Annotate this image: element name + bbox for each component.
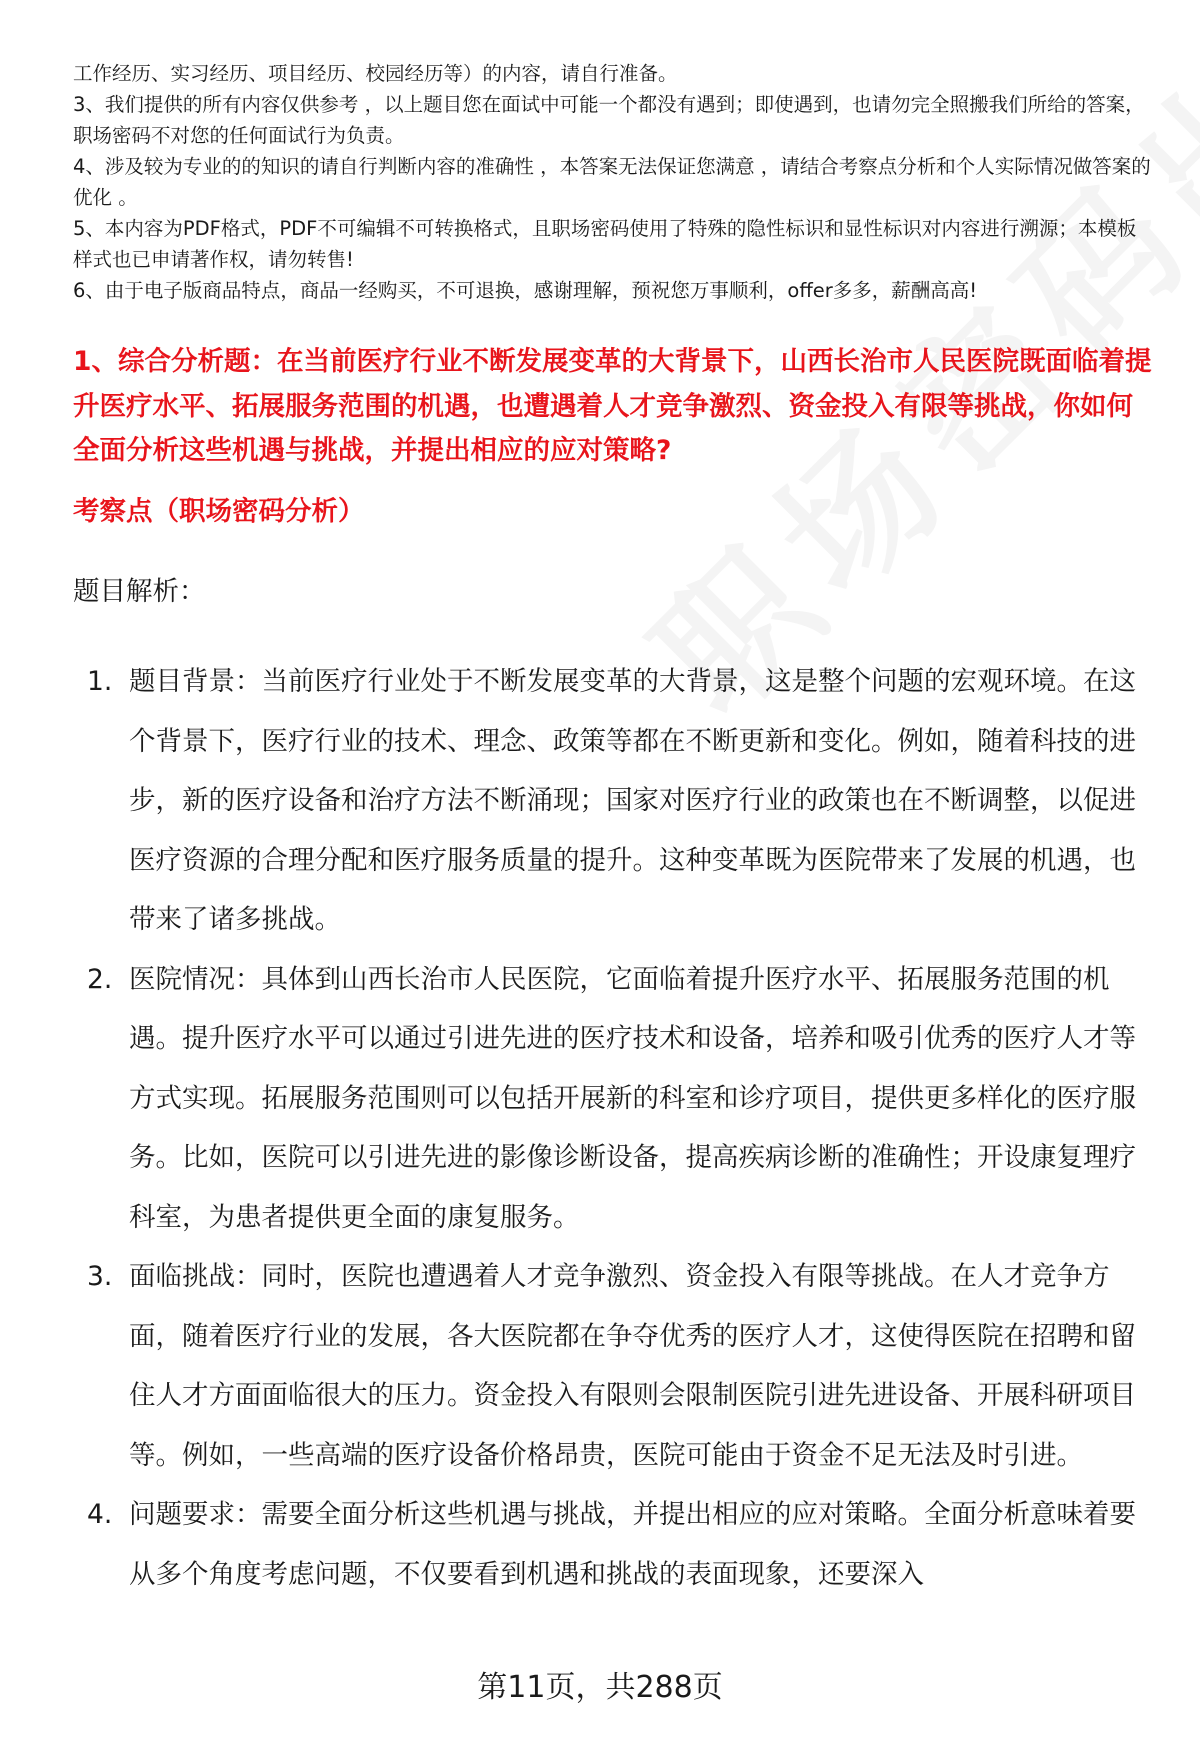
list-item: [73, 652, 1158, 950]
list-item-number: 2.: [87, 963, 113, 995]
analysis-list: [73, 652, 1158, 1604]
list-item: [73, 1247, 1158, 1485]
page-footer: 第11页，共288页: [477, 1670, 723, 1705]
list-item-number: 4.: [87, 1499, 113, 1530]
list-item-number: 3.: [87, 1261, 113, 1292]
question-heading: 1、综合分析题：在当前医疗行业不断发展变革的大背景下，山西长治市人民医院既面临着提升医疗水平、拓展服务范围的机遇，也遭遇着人才竞争激烈、资金投入有限等挑战，你如何全面分析这些机遇与挑战，并提出相应的应对策略?: [73, 346, 1152, 466]
list-item: [73, 1485, 1158, 1604]
list-item-text: 问题要求：需要全面分析这些机遇与挑战，并提出相应的应对策略。全面分析意味着要从多个角度考虑问题，不仅要看到机遇和挑战的表面现象，还要深入: [129, 1499, 1136, 1590]
note-line: 5、本内容为PDF格式，PDF不可编辑不可转换格式，且职场密码使用了特殊的隐性标识和显性标识对内容进行溯源；本模板样式也已申请著作权，请勿转售!: [73, 217, 1137, 271]
list-item-text: 题目背景：当前医疗行业处于不断发展变革的大背景，这是整个问题的宏观环境。在这个背景下，医疗行业的技术、理念、政策等都在不断更新和变化。例如，随着科技的进步，新的医疗设备和治疗方法不断涌现；国家对医疗行业的政策也在不断调整，以促进医疗资源的合理分配和医疗服务质量的提升。这种变革既为医院带来了发展的机遇，也带来了诸多挑战。: [129, 666, 1136, 935]
note-line: 4、涉及较为专业的的知识的请自行判断内容的准确性 ，本答案无法保证您满意 ，请结合考察点分析和个人实际情况做答案的优化 。: [73, 155, 1151, 209]
analysis-label: 题目解析：: [73, 576, 206, 607]
section-title: 考察点（职场密码分析）: [73, 496, 365, 527]
list-item: [73, 950, 1158, 1248]
notes-block: [73, 58, 1153, 306]
list-item-text: 面临挑战：同时，医院也遭遇着人才竞争激烈、资金投入有限等挑战。在人才竞争方面，随着医疗行业的发展，各大医院都在争夺优秀的医疗人才，这使得医院在招聘和留住人才方面面临很大的压力。资金投入有限则会限制医院引进先进设备、开展科研项目等。例如，一些高端的医疗设备价格昂贵，医院可能由于资金不足无法及时引进。: [129, 1261, 1136, 1471]
note-line: 6、由于电子版商品特点，商品一经购买，不可退换，感谢理解，预祝您万事顺利，offer多多，薪酬高高!: [73, 279, 978, 302]
list-item-number: 1.: [87, 666, 113, 697]
note-line: 3、我们提供的所有内容仅供参考 ，以上题目您在面试中可能一个都没有遇到；即使遇到，也请勿完全照搬我们所给的答案，职场密码不对您的任何面试行为负责。: [73, 93, 1145, 147]
note-line: 工作经历、实习经历、项目经历、校园经历等）的内容，请自行准备。: [73, 62, 678, 85]
list-item-text: 医院情况：具体到山西长治市人民医院，它面临着提升医疗水平、拓展服务范围的机遇。提升医疗水平可以通过引进先进的医疗技术和设备，培养和吸引优秀的医疗人才等方式实现。拓展服务范围则可以包括开展新的科室和诊疗项目，提供更多样化的医疗服务。比如，医院可以引进先进的影像诊断设备，提高疾病诊断的准确性；开设康复理疗科室，为患者提供更全面的康复服务。: [129, 963, 1136, 1233]
